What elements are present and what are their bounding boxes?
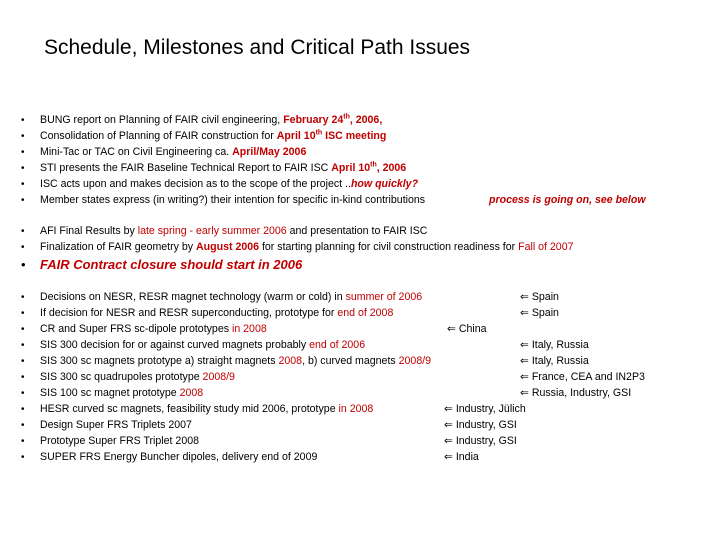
bullet: • <box>21 131 25 142</box>
responsible-party: ⇐ Industry, GSI <box>444 419 517 431</box>
responsible-party: ⇐ Spain <box>520 307 559 319</box>
list-item: Decisions on NESR, RESR magnet technology (warm or cold) in summer of 2006 <box>40 291 423 303</box>
list-item: SIS 300 sc magnets prototype a) straight magnets 2008, b) curved magnets 2008/9 <box>40 355 432 367</box>
left-arrow-icon: ⇐ <box>520 291 529 303</box>
slide-title: Schedule, Milestones and Critical Path Issues <box>44 36 471 59</box>
list-item: SUPER FRS Energy Buncher dipoles, delivery end of 2009 <box>40 451 318 463</box>
list-item: AFI Final Results by late spring - early summer 2006 and presentation to FAIR ISC <box>40 225 428 237</box>
responsible-party: ⇐ France, CEA and IN2P3 <box>520 371 645 383</box>
left-arrow-icon: ⇐ <box>520 307 529 319</box>
left-arrow-icon: ⇐ <box>444 451 453 463</box>
left-arrow-icon: ⇐ <box>444 419 453 431</box>
left-arrow-icon: ⇐ <box>520 339 529 351</box>
responsible-party: ⇐ Spain <box>520 291 559 303</box>
bullet: • <box>21 147 25 158</box>
bullet: • <box>21 308 25 319</box>
left-arrow-icon: ⇐ <box>520 387 529 399</box>
responsible-party: ⇐ India <box>444 451 479 463</box>
left-arrow-icon: ⇐ <box>444 403 453 415</box>
responsible-party: ⇐ Italy, Russia <box>520 355 589 367</box>
list-item: Design Super FRS Triplets 2007 <box>40 419 192 431</box>
list-item: Mini-Tac or TAC on Civil Engineering ca. April/May 2006 <box>40 146 307 158</box>
bullet: • <box>21 404 25 415</box>
list-item: SIS 300 decision for or against curved magnets probably end of 2006 <box>40 339 366 351</box>
list-item: CR and Super FRS sc-dipole prototypes in 2008 <box>40 323 267 335</box>
list-item: STI presents the FAIR Baseline Technical Report to FAIR ISC April 10th, 2006 <box>40 161 407 174</box>
bullet: • <box>21 452 25 463</box>
list-item: SIS 100 sc magnet prototype 2008 <box>40 387 204 399</box>
process-note: process is going on, see below <box>489 194 646 206</box>
responsible-party: ⇐ Industry, Jülich <box>444 403 526 415</box>
list-item: Member states express (in writing?) their intention for specific in-kind contributions <box>40 194 426 206</box>
responsible-party: ⇐ Russia, Industry, GSI <box>520 387 632 399</box>
bullet: • <box>21 356 25 367</box>
responsible-party: ⇐ China <box>447 323 487 335</box>
bullet: • <box>21 372 25 383</box>
bullet: • <box>21 324 25 335</box>
list-item: Consolidation of Planning of FAIR construction for April 10th ISC meeting <box>40 129 387 142</box>
bullet: • <box>21 436 25 447</box>
left-arrow-icon: ⇐ <box>447 323 456 335</box>
list-item: ISC acts upon and makes decision as to the scope of the project ..how quickly? <box>40 178 419 190</box>
list-item: BUNG report on Planning of FAIR civil engineering, February 24th, 2006, <box>40 113 383 126</box>
bullet: • <box>21 115 25 126</box>
bullet: • <box>21 179 25 190</box>
list-item: SIS 300 sc quadrupoles prototype 2008/9 <box>40 371 235 383</box>
list-item: HESR curved sc magnets, feasibility study mid 2006, prototype in 2008 <box>40 403 374 415</box>
bullet: • <box>21 420 25 431</box>
list-item: Prototype Super FRS Triplet 2008 <box>40 435 199 447</box>
bullet: • <box>21 257 26 272</box>
bullet: • <box>21 292 25 303</box>
responsible-party: ⇐ Industry, GSI <box>444 435 517 447</box>
bullet: • <box>21 195 25 206</box>
list-item: Finalization of FAIR geometry by August 2006 for starting planning for civil construction readiness for Fall of 2007 <box>40 241 574 253</box>
bullet: • <box>21 226 25 237</box>
bullet: • <box>21 242 25 253</box>
left-arrow-icon: ⇐ <box>520 355 529 367</box>
left-arrow-icon: ⇐ <box>520 371 529 383</box>
bullet: • <box>21 163 25 174</box>
list-item: If decision for NESR and RESR superconducting, prototype for end of 2008 <box>40 307 394 319</box>
contract-closure-note: FAIR Contract closure should start in 2006 <box>40 257 303 272</box>
responsible-party: ⇐ Italy, Russia <box>520 339 589 351</box>
bullet: • <box>21 340 25 351</box>
left-arrow-icon: ⇐ <box>444 435 453 447</box>
bullet: • <box>21 388 25 399</box>
